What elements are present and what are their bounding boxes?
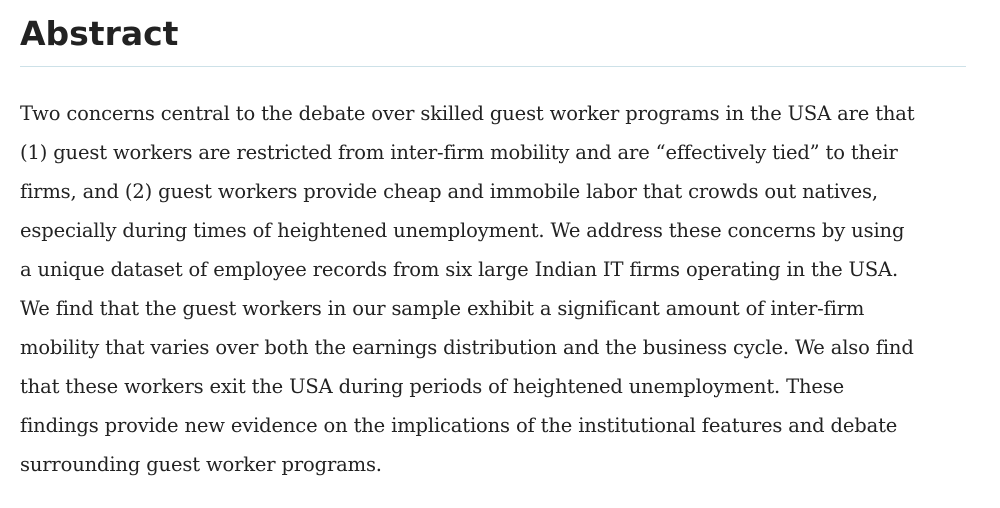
abstract-line: (1) guest workers are restricted from inter-firm mobility and are “effectively tied” to their <box>20 141 898 164</box>
abstract-section <box>20 0 966 484</box>
abstract-line: Two concerns central to the debate over skilled guest worker programs in the USA are that <box>20 102 915 125</box>
abstract-line: surrounding guest worker programs. <box>20 453 382 476</box>
abstract-line: a unique dataset of employee records from six large Indian IT firms operating in the USA. <box>20 258 899 281</box>
abstract-line: mobility that varies over both the earnings distribution and the business cycle. We also find <box>20 336 914 359</box>
abstract-text <box>20 94 966 484</box>
abstract-line: especially during times of heightened unemployment. We address these concerns by using <box>20 219 905 242</box>
title-divider <box>20 66 966 67</box>
abstract-line: findings provide new evidence on the implications of the institutional features and debate <box>20 414 898 437</box>
abstract-line: firms, and (2) guest workers provide cheap and immobile labor that crowds out natives, <box>20 180 878 203</box>
abstract-line: that these workers exit the USA during periods of heightened unemployment. These <box>20 375 845 398</box>
abstract-line: We find that the guest workers in our sample exhibit a significant amount of inter-firm <box>20 297 865 320</box>
section-title: Abstract <box>20 14 179 53</box>
